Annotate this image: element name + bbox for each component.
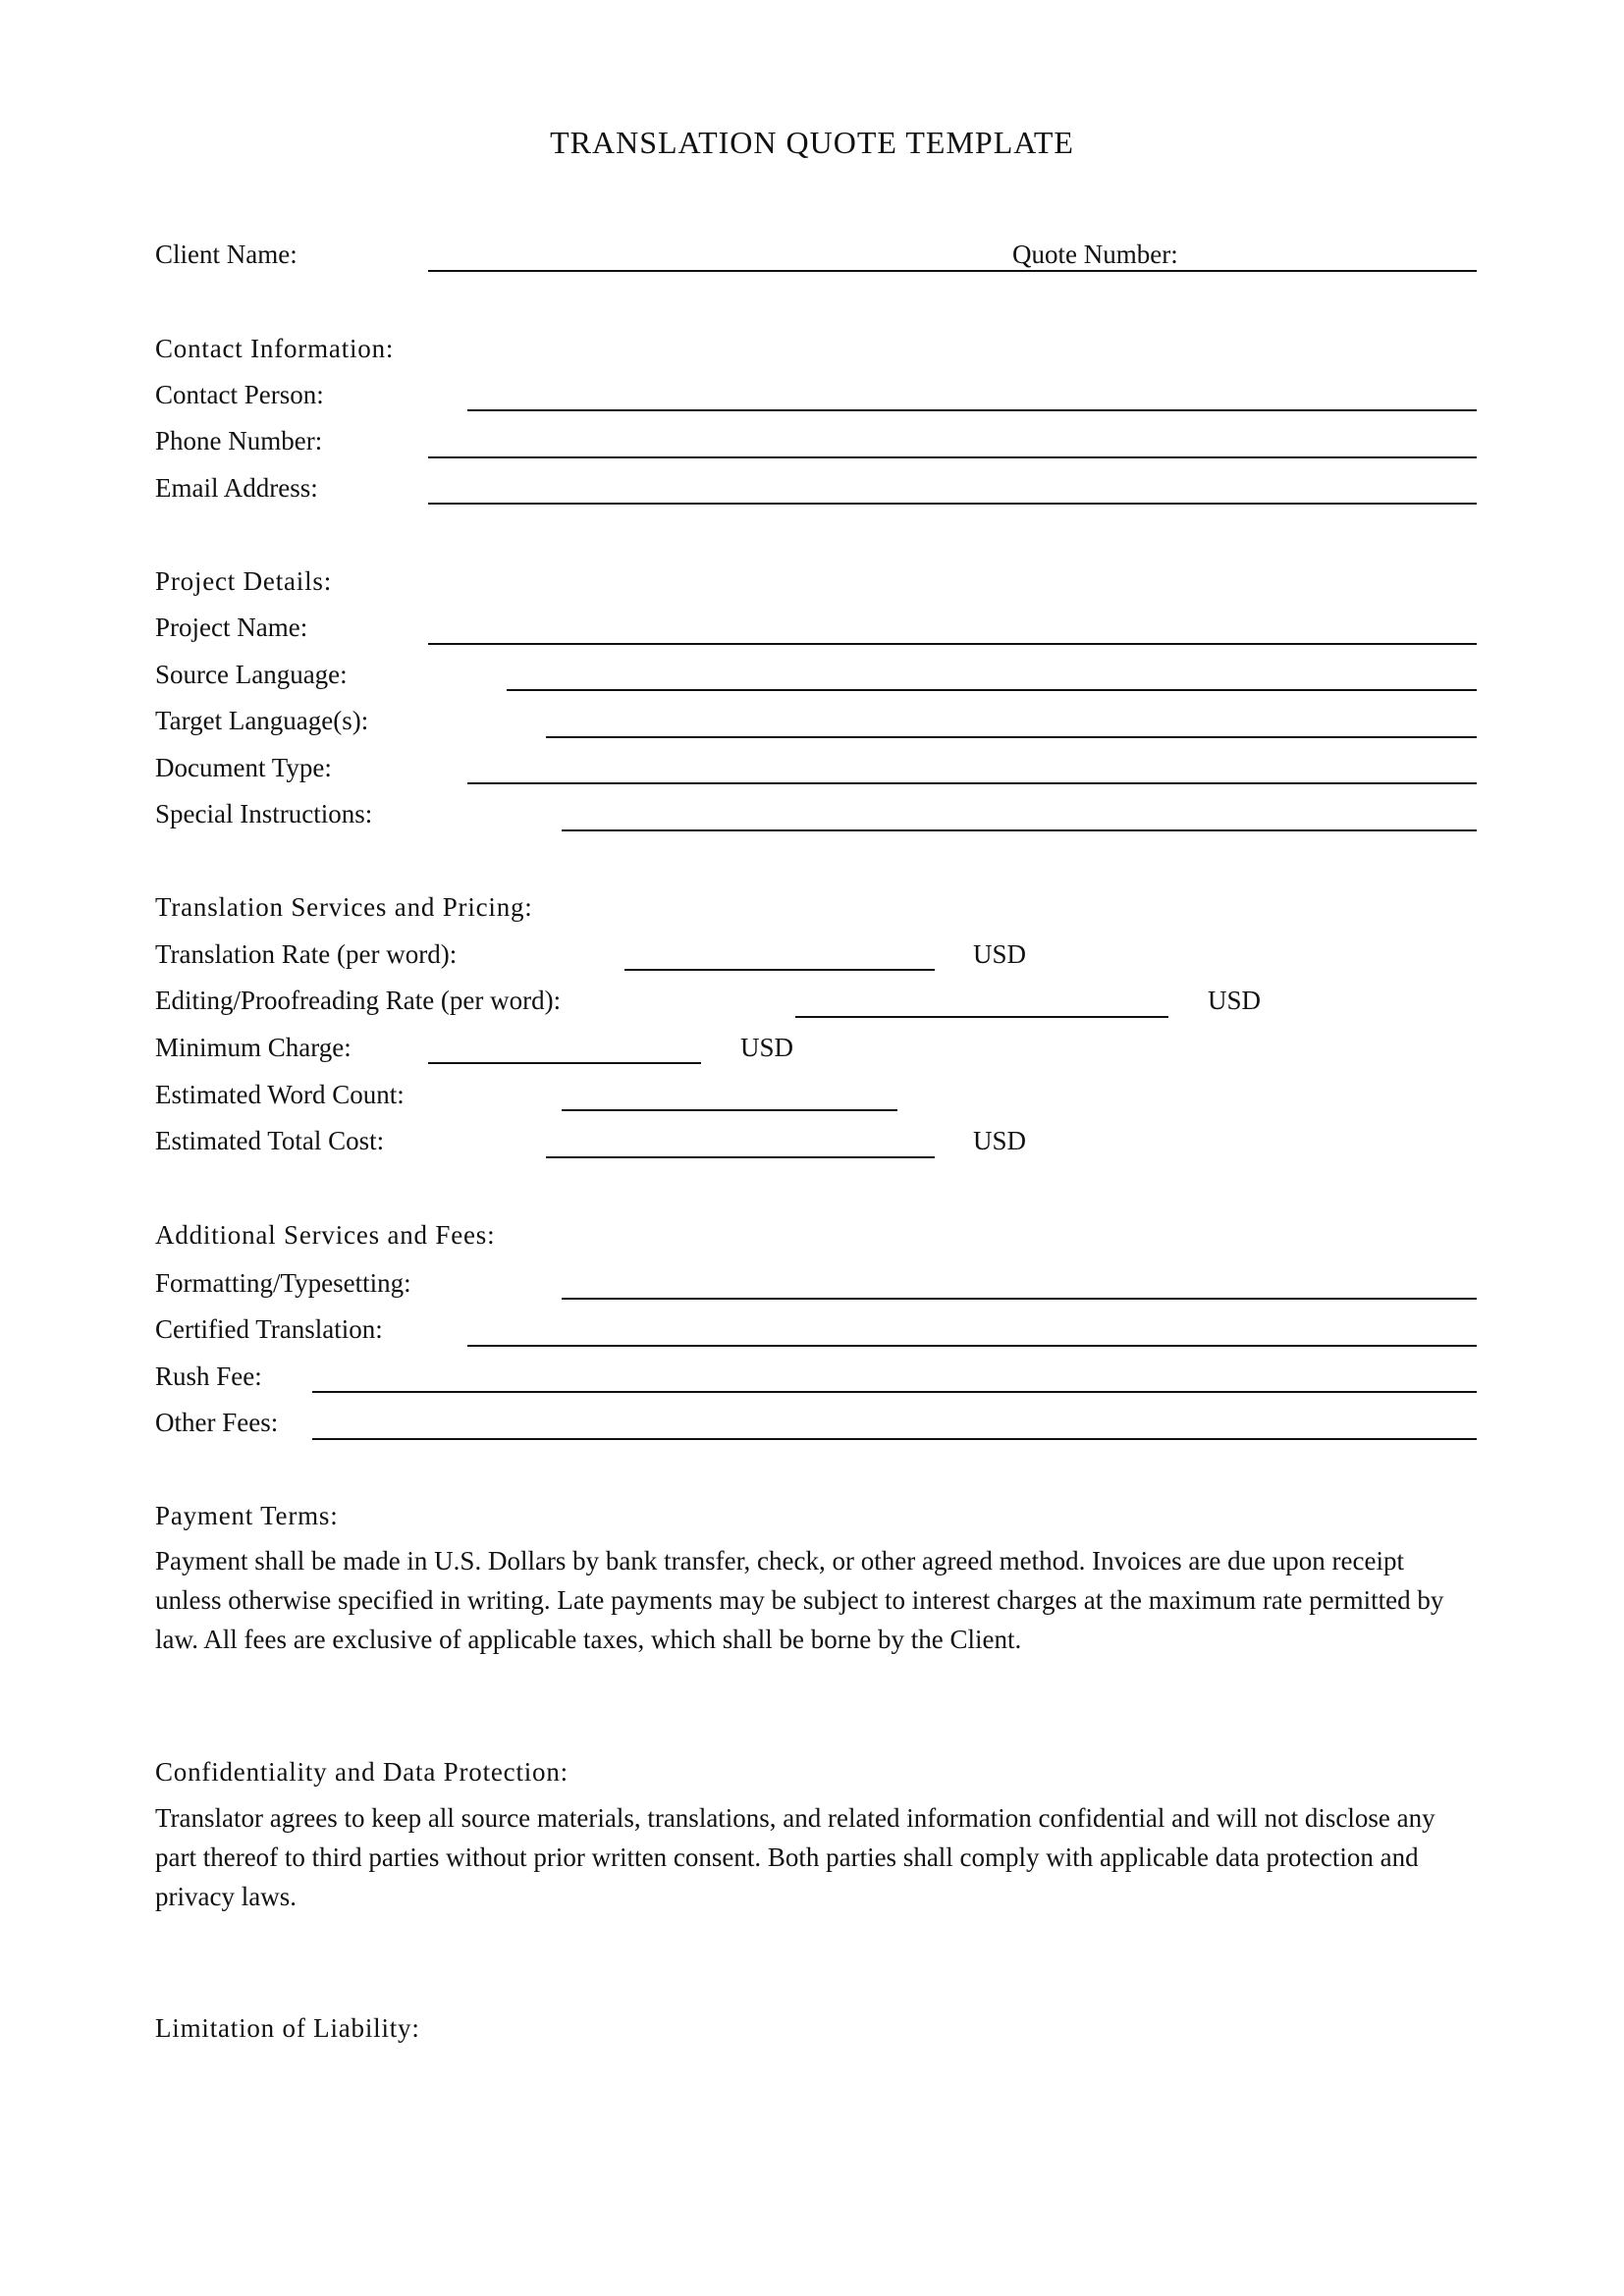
confidentiality-heading: Confidentiality and Data Protection:: [155, 1757, 568, 1787]
translation-rate-field[interactable]: [624, 969, 935, 971]
rush-fee-label: Rush Fee:: [155, 1362, 262, 1391]
target-languages-field[interactable]: [546, 736, 1477, 738]
additional-services-heading: Additional Services and Fees:: [155, 1220, 496, 1250]
payment-terms-text: Payment shall be made in U.S. Dollars by bank transfer, check, or other agreed method. Invoices are due upon receipt unless otherwise specified in writing. Late payments may be subject to interest charges at the maximum rate permitted by law. All fees are exclusive of applicable taxes, which shall be borne by the Client.: [155, 1546, 1444, 1654]
project-name-label: Project Name:: [155, 613, 308, 642]
email-address-label: Email Address:: [155, 473, 318, 503]
formatting-field[interactable]: [562, 1298, 1477, 1300]
project-name-field[interactable]: [428, 643, 1477, 645]
minimum-charge-label: Minimum Charge:: [155, 1033, 352, 1062]
formatting-label: Formatting/Typesetting:: [155, 1268, 411, 1298]
editing-rate-field[interactable]: [795, 1016, 1168, 1018]
limitation-of-liability-heading: Limitation of Liability:: [155, 2013, 420, 2043]
minimum-charge-field[interactable]: [428, 1062, 701, 1064]
word-count-field[interactable]: [562, 1109, 897, 1111]
confidentiality-text: Translator agrees to keep all source materials, translations, and related information confidential and will not disclose any part thereof to third parties without prior written consent. Both parties shall comply with applicable data protection and privacy laws.: [155, 1803, 1435, 1911]
pricing-heading: Translation Services and Pricing:: [155, 892, 533, 922]
project-details-heading: Project Details:: [155, 566, 333, 596]
contact-person-label: Contact Person:: [155, 380, 324, 409]
payment-terms-heading: Payment Terms:: [155, 1501, 339, 1530]
total-cost-currency: USD: [973, 1126, 1027, 1155]
client-name-label: Client Name:: [155, 240, 298, 269]
editing-rate-currency: USD: [1208, 986, 1262, 1015]
special-instructions-field[interactable]: [562, 829, 1477, 831]
target-languages-label: Target Language(s):: [155, 706, 369, 735]
translation-rate-label: Translation Rate (per word):: [155, 939, 458, 969]
phone-number-label: Phone Number:: [155, 426, 323, 455]
rush-fee-field[interactable]: [312, 1391, 1477, 1393]
contact-person-field[interactable]: [467, 409, 1477, 411]
editing-rate-label: Editing/Proofreading Rate (per word):: [155, 986, 562, 1015]
client-name-field[interactable]: [428, 270, 1477, 272]
special-instructions-label: Special Instructions:: [155, 799, 373, 828]
phone-number-field[interactable]: [428, 456, 1477, 458]
document-type-field[interactable]: [467, 782, 1477, 784]
other-fees-field[interactable]: [312, 1438, 1477, 1440]
document-title: TRANSLATION QUOTE TEMPLATE: [550, 125, 1074, 160]
minimum-charge-currency: USD: [740, 1033, 794, 1062]
translation-rate-currency: USD: [973, 939, 1027, 969]
email-address-field[interactable]: [428, 503, 1477, 505]
quote-number-label: Quote Number:: [1012, 240, 1178, 269]
contact-information-heading: Contact Information:: [155, 334, 395, 363]
source-language-field[interactable]: [507, 689, 1477, 691]
total-cost-field[interactable]: [546, 1156, 935, 1158]
word-count-label: Estimated Word Count:: [155, 1080, 405, 1109]
other-fees-label: Other Fees:: [155, 1408, 279, 1437]
certified-translation-field[interactable]: [467, 1345, 1477, 1347]
source-language-label: Source Language:: [155, 660, 348, 689]
total-cost-label: Estimated Total Cost:: [155, 1126, 385, 1155]
certified-translation-label: Certified Translation:: [155, 1314, 383, 1344]
document-type-label: Document Type:: [155, 753, 332, 782]
